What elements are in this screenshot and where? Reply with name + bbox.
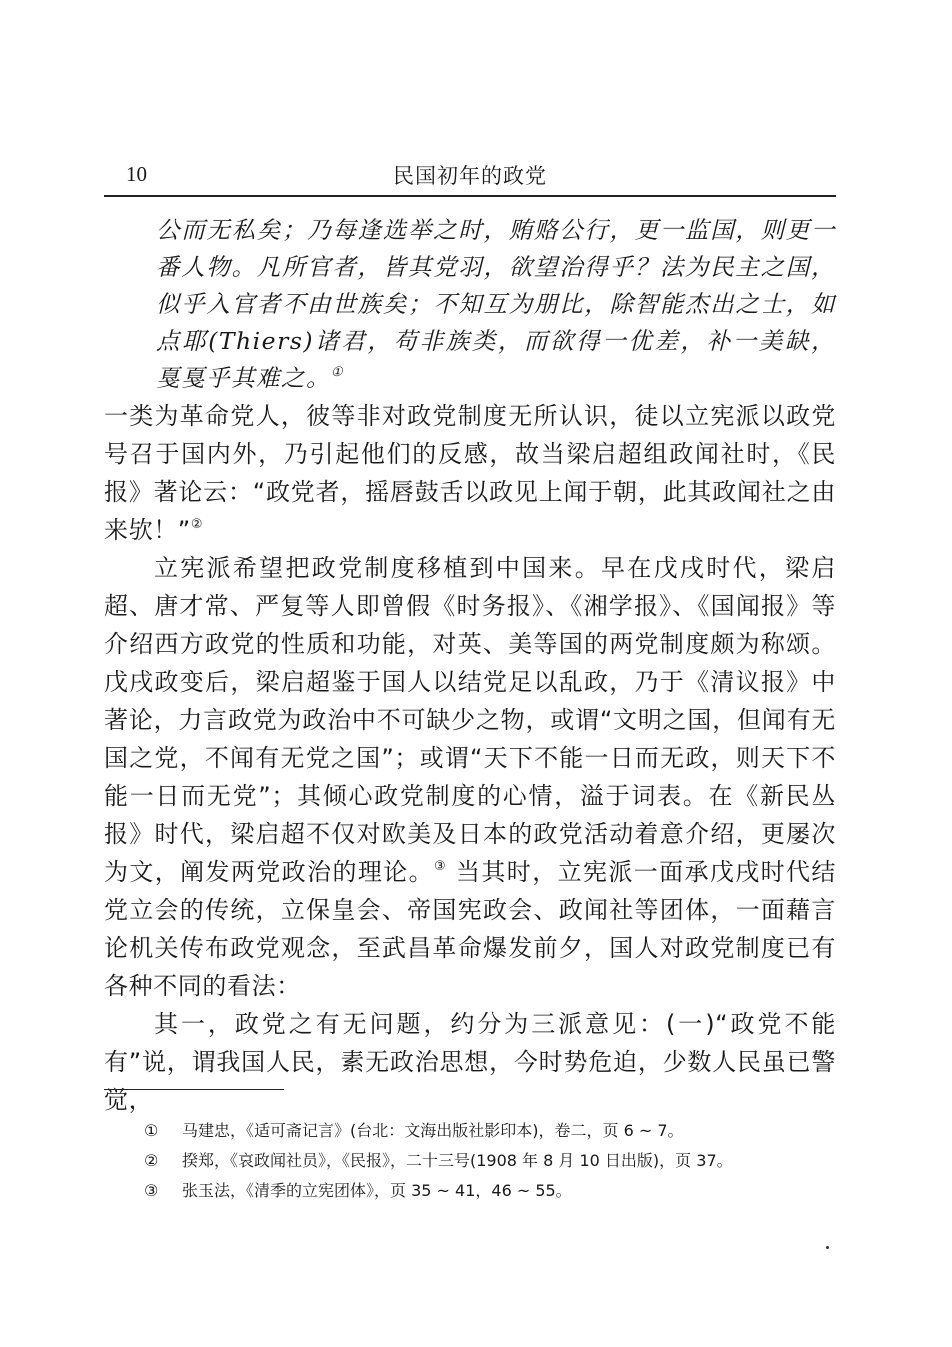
page-header <box>104 160 836 196</box>
paragraph-constitutionalists-text-a: 立宪派希望把政党制度移植到中国来。早在戊戌时代，梁启超、唐才常、严复等人即曾假《时务报》、《湘学报》、《国闻报》等介绍西方政党的性质和功能，对英、美等国的两党制度颇为称颂。戊戌政变后，梁启超鉴于国人以结党足以乱政，乃于《清议报》中著论，力言政党为政治中不可缺少之物，或谓“文明之国，但闻有无国之党，不闻有无党之国”；或谓“天下不能一日而无政，则天下不能一日而无党”；其倾心政党制度的心情，溢于词表。在《新民丛报》时代，梁启超不仅对欧美及日本的政党活动着意介绍，更屡次为文，阐发两党政治的理论。 <box>104 554 836 886</box>
footnote-rule <box>104 1089 284 1090</box>
page-number: 10 <box>126 162 147 186</box>
footnote-ref-3[interactable]: ③ <box>433 859 448 874</box>
header-rule <box>104 195 836 197</box>
footnote-text: 张玉法，《清季的立宪团体》，页 35 ~ 41，46 ~ 55。 <box>182 1181 572 1200</box>
block-quote <box>156 212 836 397</box>
footnote-1 <box>104 1116 836 1146</box>
body-text <box>104 212 836 1119</box>
footnote-marker: ① <box>144 1121 159 1140</box>
block-quote-text: 公而无私矣；乃每逢选举之时，贿赂公行，更一监国，则更一番人物。凡所官者，皆其党羽，欲望治得乎？法为民主之国，似乎入官者不由世族矣；不知互为朋比，除智能杰出之士，如点耶(Thiers)诸君，苟非族类，而欲得一优差，补一美缺，戛戛乎其难之。 <box>156 216 836 392</box>
footnote-marker: ③ <box>144 1181 159 1200</box>
paragraph-constitutionalists <box>104 549 836 1005</box>
paragraph-revolutionaries <box>104 397 836 549</box>
footnote-text: 揆郑，《哀政闻社员》，《民报》，二十三号(1908 年 8 月 10 日出版)，页 37。 <box>182 1151 733 1170</box>
footnote-text: 马建忠，《适可斋记言》(台北：文海出版社影印本)，卷二，页 6 ~ 7。 <box>182 1121 684 1140</box>
footnote-3 <box>104 1176 836 1206</box>
paragraph-revolutionaries-text: 一类为革命党人，彼等非对政党制度无所认识，徒以立宪派以政党号召于国内外，乃引起他们的反感，故当梁启超组政闻社时，《民报》著论云：“政党者，摇唇鼓舌以政见上闻于朝，此其政闻社之由来欤！” <box>104 402 836 544</box>
paragraph-constitutionalists-text-b: 当其时，立宪派一面承戊戌时代结党立会的传统，立保皇会、帝国宪政会、政闻社等团体，一面藉言论机关传布政党观念，至武昌革命爆发前夕，国人对政党制度已有各种不同的看法： <box>104 858 836 1000</box>
paragraph-party-question <box>104 1005 836 1119</box>
running-title: 民国初年的政党 <box>393 164 547 188</box>
paragraph-party-question-text: 其一，政党之有无问题，约分为三派意见：(一)“政党不能有”说，谓我国人民，素无政治思想，今时势危迫，少数人民虽已警觉， <box>104 1010 836 1114</box>
footnote-2 <box>104 1146 836 1176</box>
footnote-ref-2[interactable]: ② <box>190 517 204 532</box>
footnotes <box>104 1116 836 1206</box>
footnote-marker: ② <box>144 1151 159 1170</box>
footnote-ref-1[interactable]: ① <box>331 365 345 380</box>
scan-speck <box>826 1246 829 1249</box>
